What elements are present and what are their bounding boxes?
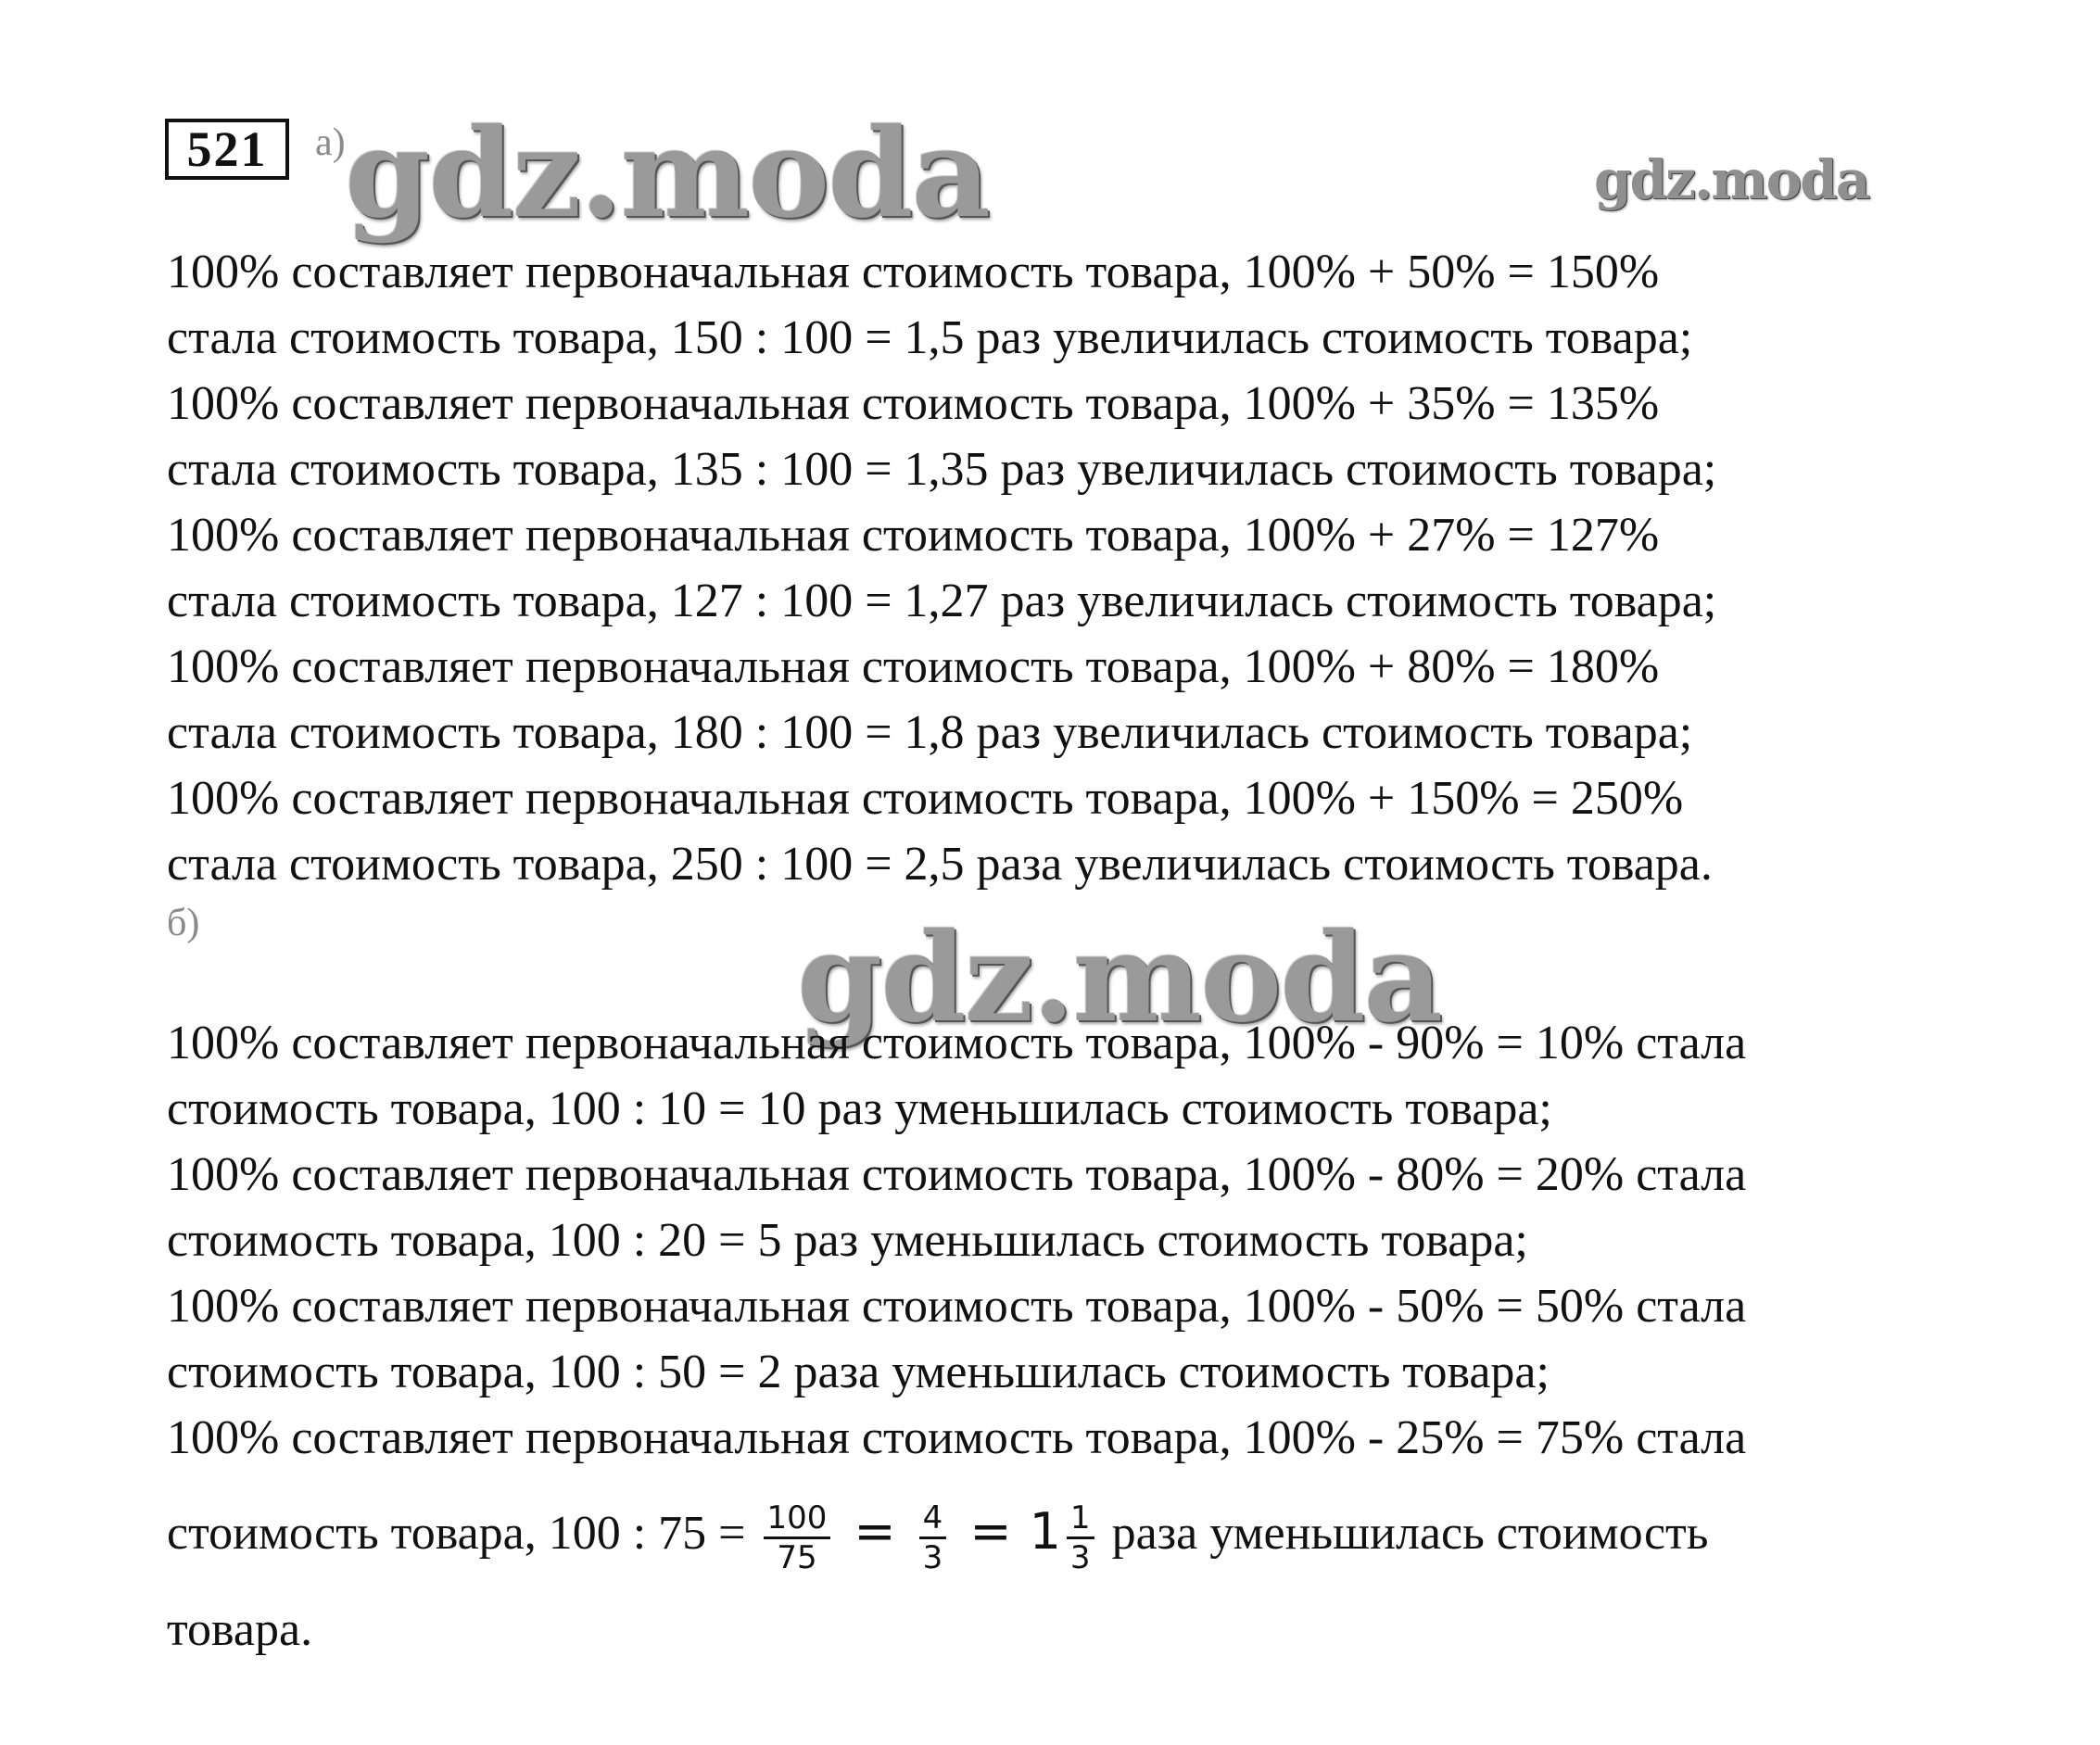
fraction-numerator: 100 [764,1499,831,1539]
part-a-label: а) [315,121,346,164]
watermark-top: gdz.moda [345,102,990,246]
part-a-text [167,239,1716,897]
fraction-100-75 [764,1499,831,1576]
part-b-text [167,1010,1746,1663]
fraction-denominator: 3 [922,1538,943,1576]
text-line: стала стоимость товара, 150 : 100 = 1,5 раз увеличилась стоимость товара; [167,311,1693,364]
fraction-denominator: 3 [1069,1538,1091,1576]
fraction-denominator: 75 [777,1538,817,1576]
text-line-final: товара. [167,1603,313,1656]
equals-sign: = [854,1502,896,1561]
text-line: стала стоимость товара, 180 : 100 = 1,8 раз увеличилась стоимость товара; [167,706,1693,759]
text-line: 100% составляет первоначальная стоимость товара, 100% + 80% = 180% [167,640,1660,693]
fraction-prefix: стоимость товара, 100 : 75 = [167,1507,746,1560]
text-line: 100% составляет первоначальная стоимость товара, 100% - 25% = 75% стала [167,1411,1747,1464]
fraction-line [167,1476,1746,1587]
fraction-numerator: 1 [1067,1499,1094,1539]
text-line: стала стоимость товара, 250 : 100 = 2,5 раза увеличилась стоимость товара. [167,838,1713,891]
text-line: стала стоимость товара, 127 : 100 = 1,27 раз увеличилась стоимость товара; [167,575,1717,627]
text-line: стоимость товара, 100 : 20 = 5 раз уменьшилась стоимость товара; [167,1214,1528,1267]
mixed-number-integer: 1 [1029,1502,1061,1561]
fraction-numerator: 4 [919,1499,947,1539]
part-b-label: б) [167,902,200,944]
fraction-suffix: раза уменьшилась стоимость [1111,1507,1709,1560]
text-line: 100% составляет первоначальная стоимость товара, 100% + 27% = 127% [167,509,1660,562]
text-line: стоимость товара, 100 : 50 = 2 раза уменьшилась стоимость товара; [167,1346,1550,1398]
equals-sign: = [969,1502,1012,1561]
text-line: 100% составляет первоначальная стоимость товара, 100% + 50% = 150% [167,246,1660,298]
fraction-4-3 [919,1499,947,1576]
text-line: 100% составляет первоначальная стоимость товара, 100% + 35% = 135% [167,377,1660,430]
fraction-1-3 [1067,1499,1094,1576]
text-line: стала стоимость товара, 135 : 100 = 1,35 раз увеличилась стоимость товара; [167,443,1717,496]
watermark-right: gdz.moda [1594,148,1869,211]
text-line: стоимость товара, 100 : 10 = 10 раз уменьшилась стоимость товара; [167,1082,1552,1135]
text-line: 100% составляет первоначальная стоимость товара, 100% - 90% = 10% стала [167,1017,1747,1069]
text-line: 100% составляет первоначальная стоимость товара, 100% - 80% = 20% стала [167,1148,1747,1201]
text-line: 100% составляет первоначальная стоимость товара, 100% + 150% = 250% [167,772,1684,825]
text-line: 100% составляет первоначальная стоимость товара, 100% - 50% = 50% стала [167,1280,1747,1333]
watermark-middle: gdz.moda [797,906,1442,1050]
problem-number: 521 [165,119,289,180]
